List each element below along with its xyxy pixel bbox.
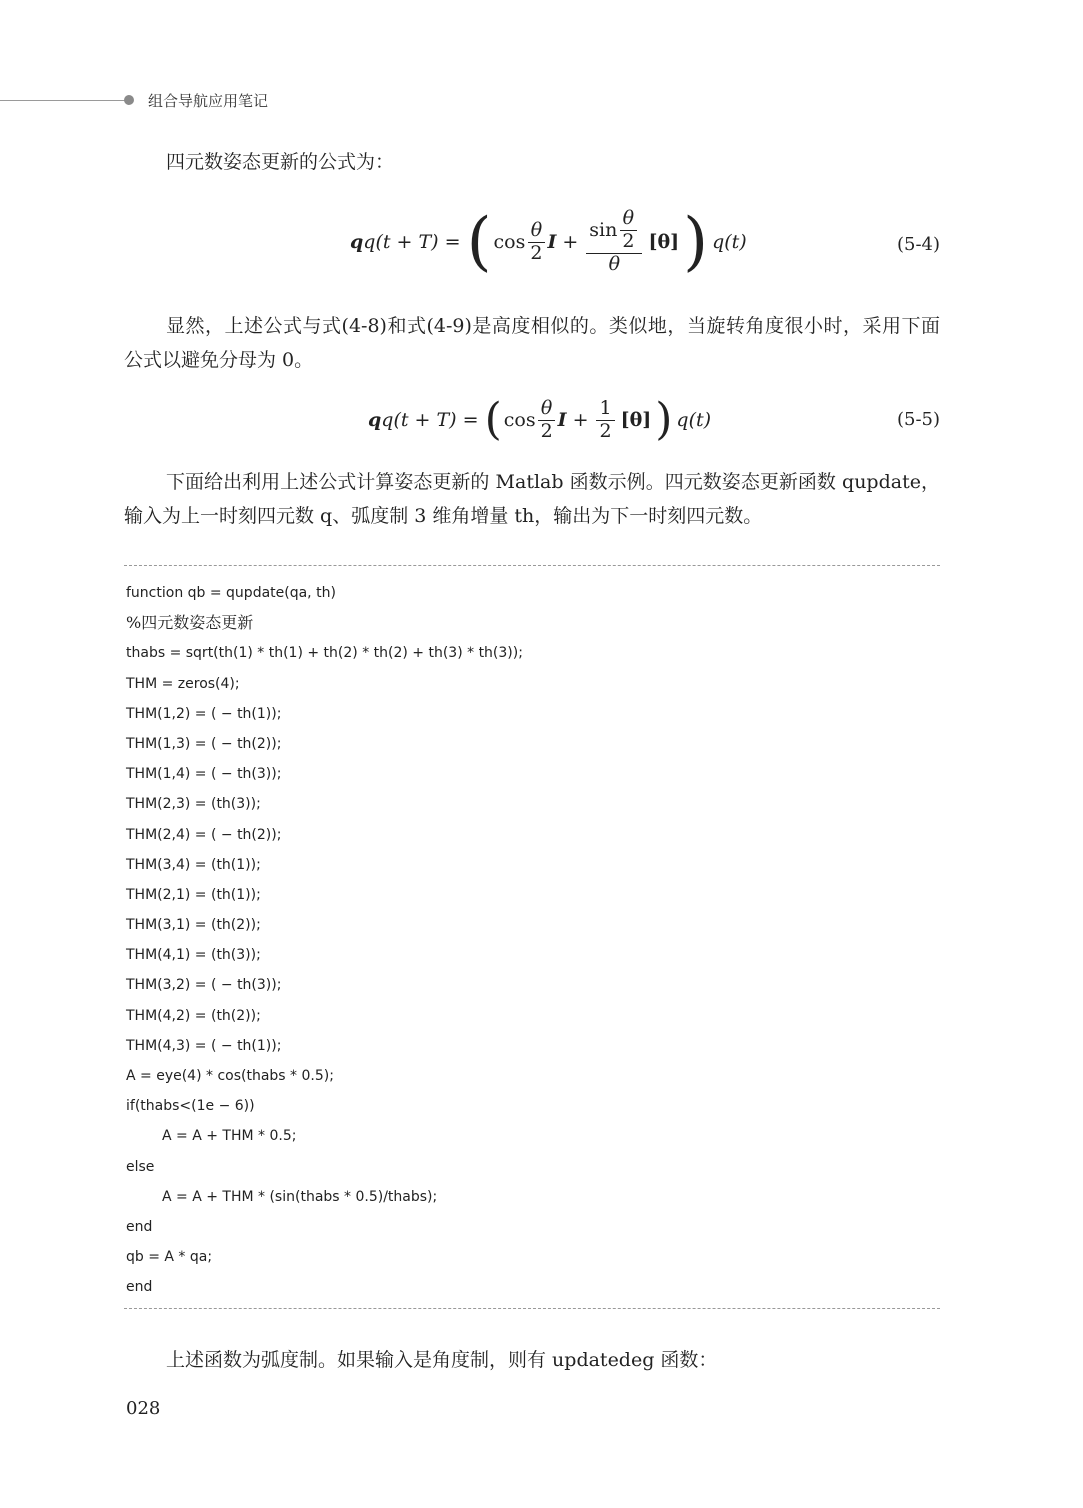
eq1-sin-two: 2 bbox=[622, 230, 635, 253]
eq1-half-theta-fraction bbox=[527, 220, 545, 265]
eq1-sinc-denominator: θ bbox=[608, 252, 621, 275]
eq1-cos: cos bbox=[493, 231, 526, 253]
code-line: qb = A * qa; bbox=[126, 1249, 213, 1266]
eq1-skew-bracket: [θ] bbox=[648, 231, 680, 253]
code-line: THM(2,3) = (th(3)); bbox=[126, 796, 261, 813]
running-header-title: 组合导航应用笔记 bbox=[148, 92, 269, 110]
eq1-plus: + bbox=[562, 231, 579, 253]
eq2-two: 2 bbox=[540, 419, 553, 442]
code-line: thabs = sqrt(th(1) * th(1) + th(2) * th(2) + th(3) * th(3)); bbox=[126, 645, 523, 662]
eq1-sin: sin bbox=[589, 218, 618, 241]
eq1-qt: q(t) bbox=[712, 231, 747, 253]
equation-5-4 bbox=[350, 204, 747, 280]
code-line: %四元数姿态更新 bbox=[126, 613, 254, 633]
code-line: if(thabs<(1e − 6)) bbox=[126, 1098, 255, 1115]
eq2-lhs: qq(t + T) = bbox=[368, 409, 479, 431]
code-line: THM = zeros(4); bbox=[126, 675, 240, 692]
equation-5-5 bbox=[368, 394, 711, 446]
code-line: end bbox=[126, 1279, 153, 1296]
paragraph-similarity: 显然，上述公式与式(4-8)和式(4-9)是高度相似的。类似地，当旋转角度很小时，采用下面公式以避免分母为 0。 bbox=[124, 315, 940, 371]
eq1-two: 2 bbox=[530, 241, 543, 264]
eq2-cos: cos bbox=[503, 409, 536, 431]
code-listing bbox=[126, 578, 936, 1303]
code-line: THM(2,1) = (th(1)); bbox=[126, 886, 261, 903]
code-line: THM(4,3) = ( − th(1)); bbox=[126, 1037, 282, 1054]
eq1-lhs: qq(t + T) = bbox=[350, 231, 461, 253]
code-line: function qb = qupdate(qa, th) bbox=[126, 585, 336, 601]
code-line: end bbox=[126, 1218, 153, 1235]
eq2-half-fraction bbox=[596, 398, 614, 443]
eq2-half-theta-fraction bbox=[538, 398, 556, 443]
eq1-sinc-fraction bbox=[586, 208, 642, 276]
code-top-divider bbox=[124, 565, 940, 566]
paragraph-intro: 四元数姿态更新的公式为： bbox=[166, 151, 395, 173]
eq2-skew-bracket: [θ] bbox=[620, 409, 652, 431]
code-line: THM(1,3) = ( − th(2)); bbox=[126, 735, 282, 752]
eq2-theta: θ bbox=[538, 398, 555, 421]
header-bullet-icon bbox=[124, 95, 134, 105]
eq1-identity: I bbox=[547, 231, 557, 253]
code-line: A = eye(4) * cos(thabs * 0.5); bbox=[126, 1068, 334, 1084]
code-line: THM(3,2) = ( − th(3)); bbox=[126, 977, 282, 994]
eq2-plus: + bbox=[572, 409, 589, 431]
eq1-sinc-numerator bbox=[586, 208, 642, 254]
eq1-sin-arg-fraction bbox=[619, 208, 637, 253]
eq2-identity: I bbox=[557, 409, 567, 431]
eq2-left-paren: ( bbox=[484, 394, 502, 445]
eq1-theta: θ bbox=[528, 220, 545, 243]
code-line: THM(2,4) = ( − th(2)); bbox=[126, 826, 282, 843]
code-line: THM(3,1) = (th(2)); bbox=[126, 917, 261, 934]
paragraph-degree-note: 上述函数为弧度制。如果输入是角度制，则有 updatedeg 函数： bbox=[166, 1349, 718, 1371]
header-rule bbox=[0, 100, 126, 101]
code-line: THM(1,2) = ( − th(1)); bbox=[126, 705, 282, 722]
code-line: THM(4,2) = (th(2)); bbox=[126, 1007, 261, 1024]
code-bottom-divider bbox=[124, 1308, 940, 1309]
page-number: 028 bbox=[126, 1398, 161, 1419]
eq2-right-paren: ) bbox=[655, 394, 673, 445]
eq2-half-two: 2 bbox=[599, 419, 612, 442]
code-line: THM(4,1) = (th(3)); bbox=[126, 947, 261, 964]
code-line: A = A + THM * 0.5; bbox=[162, 1128, 297, 1145]
equation-number-5-5: (5-5) bbox=[896, 409, 940, 430]
eq1-left-paren: ( bbox=[466, 205, 492, 279]
code-line: else bbox=[126, 1158, 155, 1175]
code-line: THM(1,4) = ( − th(3)); bbox=[126, 766, 282, 783]
eq1-right-paren: ) bbox=[683, 205, 709, 279]
paragraph-matlab-intro: 下面给出利用上述公式计算姿态更新的 Matlab 函数示例。四元数姿态更新函数 qupdate，输入为上一时刻四元数 q、弧度制 3 维角增量 th，输出为下一时刻四元数。 bbox=[124, 471, 940, 527]
eq1-sin-theta: θ bbox=[620, 208, 637, 231]
code-line: THM(3,4) = (th(1)); bbox=[126, 856, 261, 873]
eq2-one: 1 bbox=[596, 398, 614, 421]
code-line: A = A + THM * (sin(thabs * 0.5)/thabs); bbox=[162, 1188, 438, 1205]
eq2-qt: q(t) bbox=[676, 409, 712, 431]
equation-number-5-4: (5-4) bbox=[896, 234, 940, 255]
